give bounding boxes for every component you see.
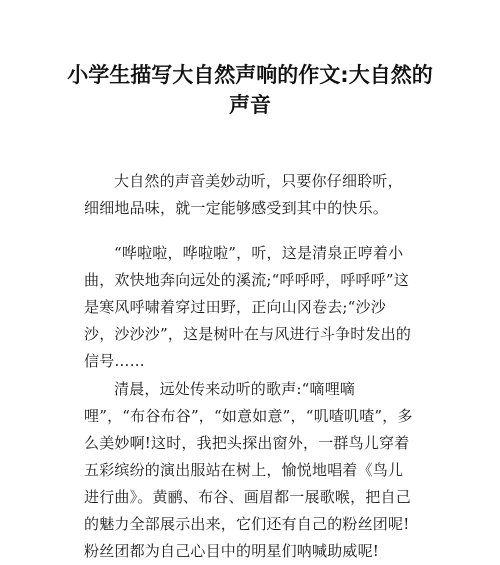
paragraph-intro: 大自然的声音美妙动听，只要你仔细聆听，细细地品味，就一定能够感受到其中的快乐。 <box>84 172 403 217</box>
article-title: 小学生描写大自然声响的作文:大自然的声音 <box>67 63 433 117</box>
paragraph-morning-birds: 清晨，远处传来动听的歌声:“嘀哩嘀哩”，“布谷布谷”，“如意如意”，“叽喳叽喳”，多么美妙啊!这时，我把头探出窗外，一群鸟儿穿着五彩缤纷的演出服站在树上，愉悦地唱着《鸟儿进行曲》。黄鹂、布谷、画眉都一展歌喉，把自己的魅力全部展示出来，它们还有自己的粉丝团呢!粉丝团都为自己心目中的明星们呐喊助威呢! <box>84 380 413 560</box>
paragraph-nature-sounds: “哗啦啦，哗啦啦”，听，这是清泉正哼着小曲，欢快地奔向远处的溪流;“呼呼呼，呼呼呼”这是寒风呼啸着穿过田野，正向山冈卷去;“沙沙沙，沙沙沙”，这是树叶在与风进行斗争时发出的信号…… <box>84 244 412 370</box>
